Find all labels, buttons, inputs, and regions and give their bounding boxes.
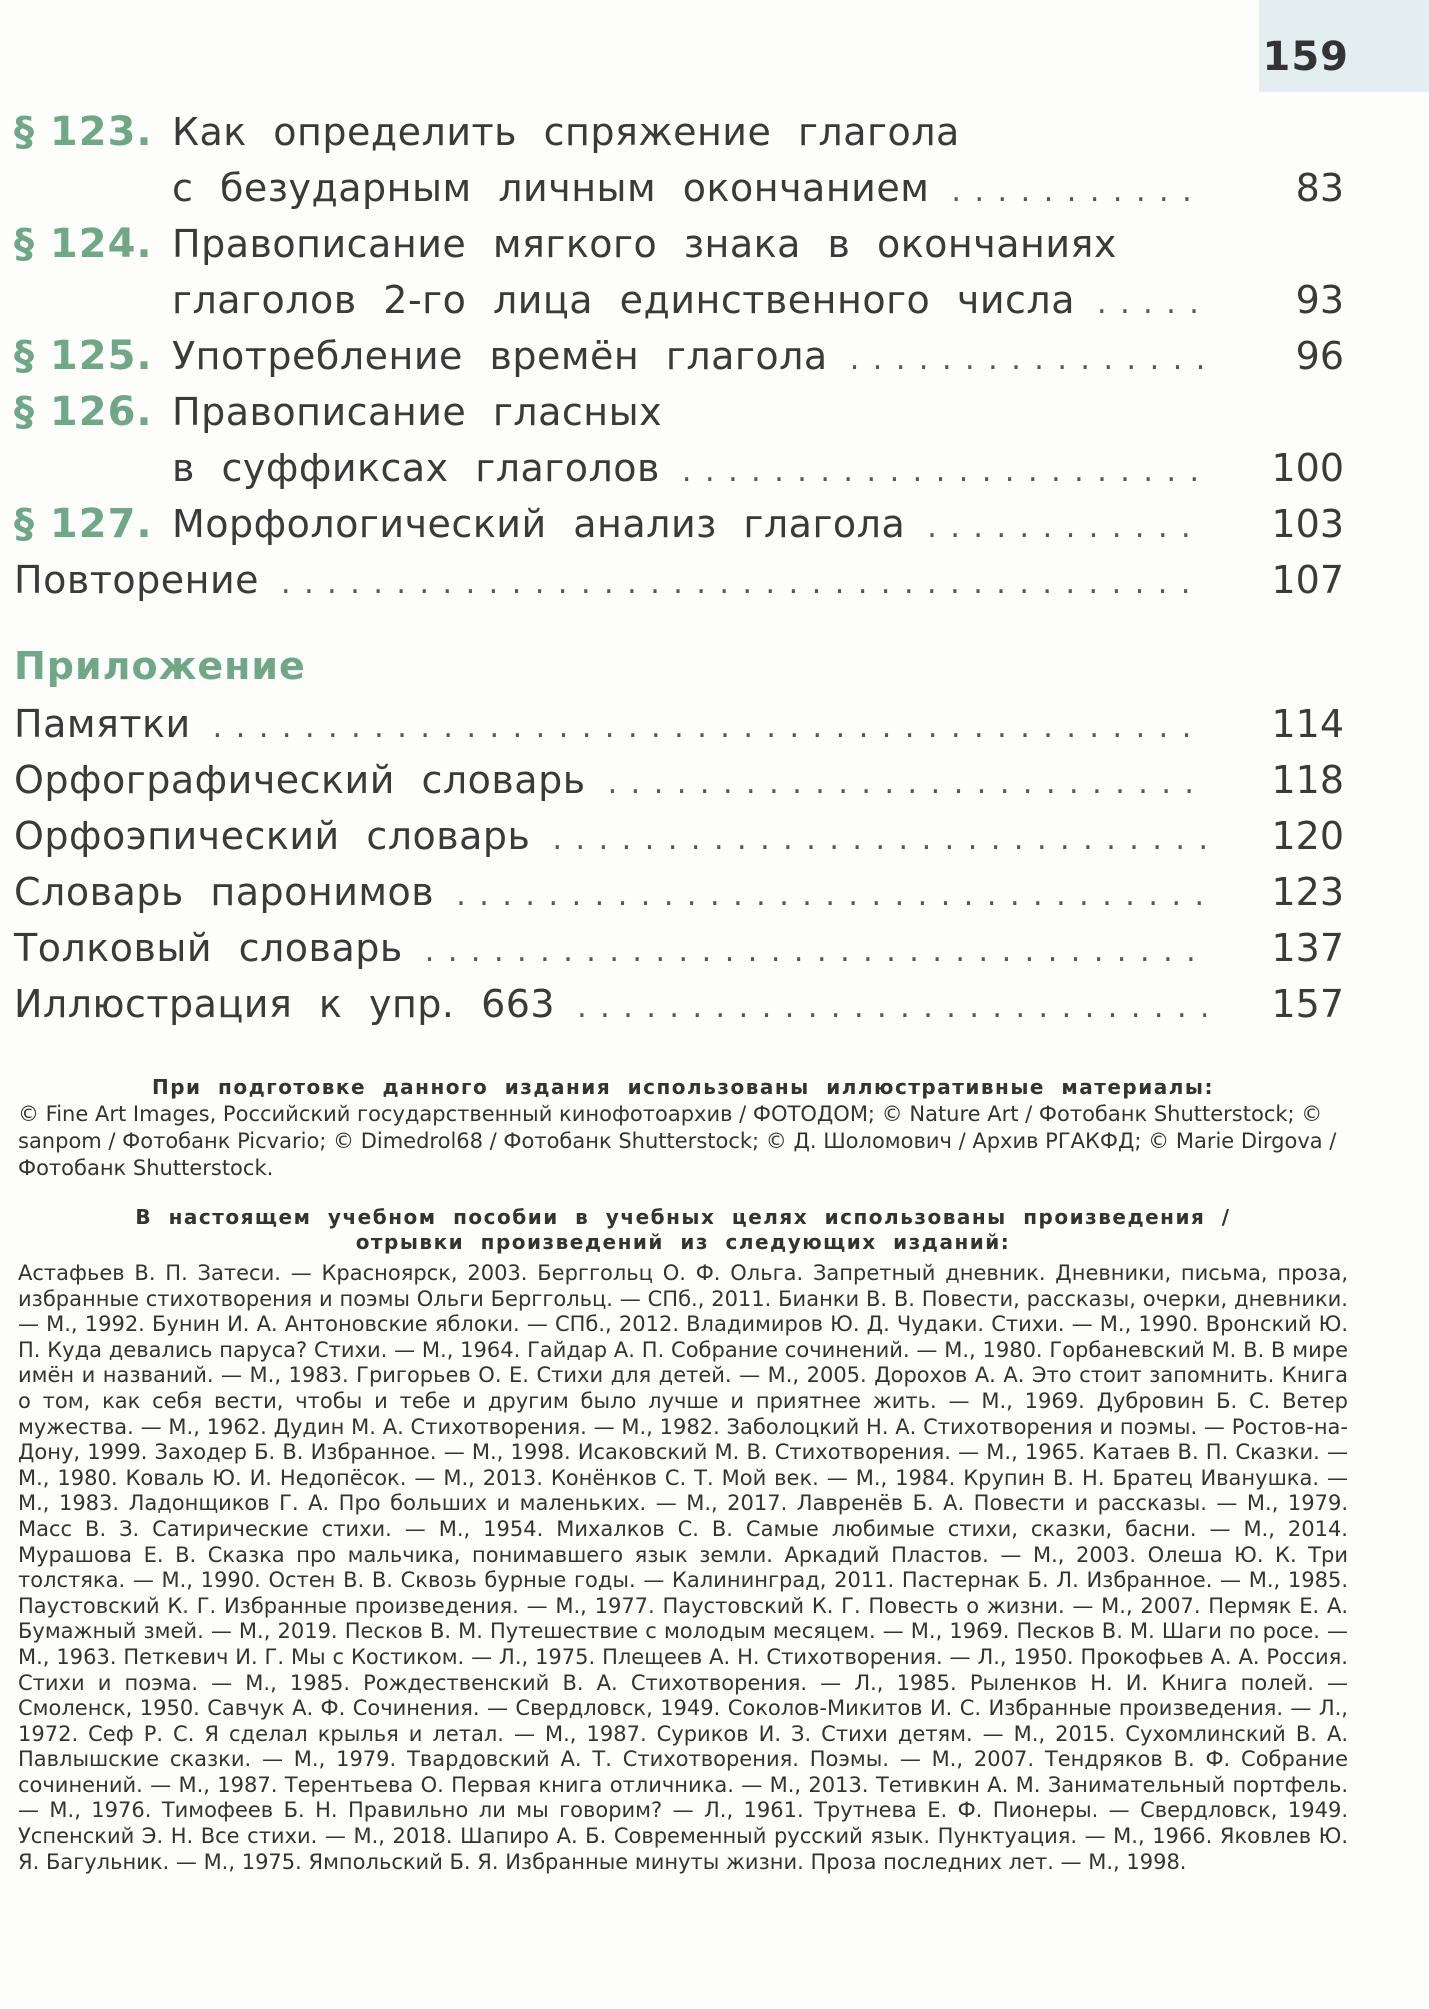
- toc-entry-title: Морфологический анализ глагола: [172, 502, 906, 546]
- toc-entry-title-cont: в суффиксах глаголов: [172, 446, 660, 490]
- leader-dots: [281, 556, 1206, 612]
- appendix-entry-illustration[interactable]: [14, 976, 1344, 1032]
- toc-entry-title-cont: с безударным личным окончанием: [172, 166, 930, 210]
- sources-text: Астафьев В. П. Затеси. — Красноярск, 2003. Берггольц О. Ф. Ольга. Запретный дневник. Дневники, письма, проза, избранные стихотворения и поэмы Ольги Берггольц. — СПб., 2011. Бианки В. В. Повести, рассказы, очерки, дневники. — М., 1992. Бунин И. А. Антоновские яблоки. — СПб., 2012. Владимиров Ю. Д. Чудаки. Стихи. — М., 1990. Вронский Ю. П. Куда девались паруса? Стихи. — М., 1964. Гайдар А. П. Собрание сочинений. — М., 1980. Горбаневский М. В. В мире имён и названий. — М., 1983. Григорьев О. Е. Стихи для детей. — М., 2005. Дорохов А. А. Это стоит запомнить. Книга о том, как себя вести, чтобы и тебе и другим было лучше и приятнее жить. — М., 1969. Дубровин Б. С. Ветер мужества. — М., 1962. Дудин М. А. Стихотворения. — М., 1982. Заболоцкий Н. А. Стихотворения и поэмы. — Ростов-на-Дону, 1999. Заходер Б. В. Избранное. — М., 1998. Исаковский М. В. Стихотворения. — М., 1965. Катаев В. П. Сказки. — М., 1980. Коваль Ю. И. Недопёсок. — М., 2013. Конёнков С. Т. Мой век. — М., 1984. Крупин В. Н. Братец Иванушка. — М., 1983. Ладонщиков Г. А. Про больших и маленьких. — М., 2017. Лавренёв Б. А. Повести и рассказы. — М., 1979. Масс В. З. Сатирические стихи. — М., 1954. Михалков С. В. Самые любимые стихи, сказки, басни. — М., 2014. Мурашова Е. В. Сказка про мальчика, понимавшего язык земли. Аркадий Пластов. — М., 2003. Олеша Ю. К. Три толстяка. — М., 1990. Остен В. В. Сквозь бурные годы. — Калининград, 2011. Пастернак Б. Л. Избранное. — М., 1985. Паустовский К. Г. Избранные произведения. — М., 1977. Паустовский К. Г. Повесть о жизни. — М., 2007. Пермяк Е. А. Бумажный змей. — М., 2019. Песков В. М. Путешествие с молодым месяцем. — М., 1969. Песков В. М. Шаги по росе. — М., 1963. Петкевич И. Г. Мы с Костиком. — Л., 1975. Плещеев А. Н. Стихотворения. — Л., 1950. Прокофьев А. А. Россия. Стихи и поэма. — М., 1985. Рождественский В. А. Стихотворения. — Л., 1985. Рыленков Н. И. Книга полей. — Смоленск, 1950. Савчук А. Ф. Сочинения. — Свердловск, 1949. Соколов-Микитов И. С. Избранные произведения. — Л., 1972. Сеф Р. С. Я сделал крылья и летал. — М., 1987. Суриков И. З. Стихи детям. — М., 2015. Сухомлинский В. А. Павлышские сказки. — М., 1979. Твардовский А. Т. Стихотворения. Поэмы. — М., 2007. Тендряков В. Ф. Собрание сочинений. — М., 1987. Терентьева О. Первая книга отличника. — М., 2013. Тетивкин А. М. Занимательный портфель. — М., 1976. Тимофеев Б. Н. Правильно ли мы говорим? — Л., 1961. Трутнева Е. Ф. Пионеры. — Свердловск, 1949. Успенский Э. Н. Все стихи. — М., 2018. Шапиро А. Б. Современный русский язык. Пунктуация. — М., 1966. Яковлев Ю. Я. Багульник. — М., 1975. Ямпольский Б. Я. Избранные минуты жизни. Проза последних лет. — М., 1998.: [18, 1261, 1348, 1874]
- toc-page-ref: 157: [1271, 982, 1344, 1026]
- toc-page-ref: 123: [1271, 870, 1344, 914]
- leader-dots: [927, 500, 1206, 556]
- toc-page-ref: 137: [1271, 926, 1344, 970]
- leader-dots: [577, 980, 1206, 1036]
- toc-page-ref: 96: [1295, 334, 1344, 378]
- toc-page-ref: 100: [1271, 446, 1344, 490]
- credits-heading: При подготовке данного издания использованы иллюстративные материалы:: [152, 1075, 1214, 1099]
- toc-entry-124[interactable]: [14, 216, 1344, 328]
- appendix-entry-label: Орфографический словарь: [14, 758, 586, 802]
- paragraph-number: § 125.: [14, 333, 153, 379]
- toc-entry-125[interactable]: [14, 328, 1344, 384]
- appendix-entry-label: Словарь паронимов: [14, 870, 435, 914]
- paragraph-number: § 123.: [14, 109, 153, 155]
- toc-entry-127[interactable]: [14, 496, 1344, 552]
- table-of-contents: [14, 104, 1344, 1032]
- appendix-entry-label: Памятки: [14, 702, 191, 746]
- literary-sources: [18, 1205, 1348, 1875]
- appendix-entry-label: Орфоэпический словарь: [14, 814, 531, 858]
- leader-dots: [1097, 276, 1206, 332]
- toc-page-ref: 118: [1271, 758, 1344, 802]
- toc-entry-title-cont: глаголов 2-го лица единственного числа: [172, 278, 1076, 322]
- appendix-title: Приложение: [14, 644, 306, 688]
- sources-heading-line1: В настоящем учебном пособии в учебных целях использованы произведения /: [135, 1205, 1231, 1229]
- appendix-entry-memo[interactable]: [14, 696, 1344, 752]
- leader-dots: [682, 444, 1206, 500]
- paragraph-number: § 124.: [14, 221, 153, 267]
- appendix-entry-label: Иллюстрация к упр. 663: [14, 982, 556, 1026]
- toc-entry-title: Правописание гласных: [172, 390, 663, 434]
- toc-page-ref: 83: [1295, 166, 1344, 210]
- toc-entry-review[interactable]: [14, 552, 1344, 608]
- toc-page-ref: 103: [1271, 502, 1344, 546]
- page-number: 159: [1262, 34, 1349, 80]
- appendix-entry-spelling-dictionary[interactable]: [14, 752, 1344, 808]
- paragraph-number: § 126.: [14, 389, 153, 435]
- appendix-entry-paronyms-dictionary[interactable]: [14, 864, 1344, 920]
- appendix-entry-orthoepic-dictionary[interactable]: [14, 808, 1344, 864]
- appendix-entry-label: Толковый словарь: [14, 926, 403, 970]
- toc-entry-126[interactable]: [14, 384, 1344, 496]
- illustration-credits: [18, 1074, 1348, 1182]
- paragraph-number: § 127.: [14, 501, 153, 547]
- toc-entry-title: Повторение: [14, 558, 260, 602]
- toc-entry-123[interactable]: [14, 104, 1344, 216]
- toc-page-ref: 93: [1295, 278, 1344, 322]
- toc-page-ref: 107: [1271, 558, 1344, 602]
- leader-dots: [552, 812, 1206, 868]
- credits-text: © Fine Art Images, Российский государственный кинофотоархив / ФОТОДОМ; © Nature Art / Фотобанк Shutterstock; © sanpom / Фотобанк Picvario; © Dimedrol68 / Фотобанк Shutterstock; © Д. Шоломович / Архив РГАКФД; © Marie Dirgova / Фотобанк Shutterstock.: [18, 1102, 1337, 1180]
- leader-dots: [425, 924, 1206, 980]
- toc-entry-title: Как определить спряжение глагола: [172, 110, 960, 154]
- sources-heading-line2: отрывки произведений из следующих изданий:: [355, 1230, 1011, 1254]
- leader-dots: [850, 332, 1206, 388]
- leader-dots: [951, 164, 1206, 220]
- toc-entry-title: Правописание мягкого знака в окончаниях: [172, 222, 1117, 266]
- toc-entry-title: Употребление времён глагола: [172, 334, 828, 378]
- appendix-entry-explanatory-dictionary[interactable]: [14, 920, 1344, 976]
- leader-dots: [456, 868, 1206, 924]
- leader-dots: [213, 700, 1206, 756]
- toc-page-ref: 114: [1271, 702, 1344, 746]
- toc-page-ref: 120: [1271, 814, 1344, 858]
- leader-dots: [608, 756, 1206, 812]
